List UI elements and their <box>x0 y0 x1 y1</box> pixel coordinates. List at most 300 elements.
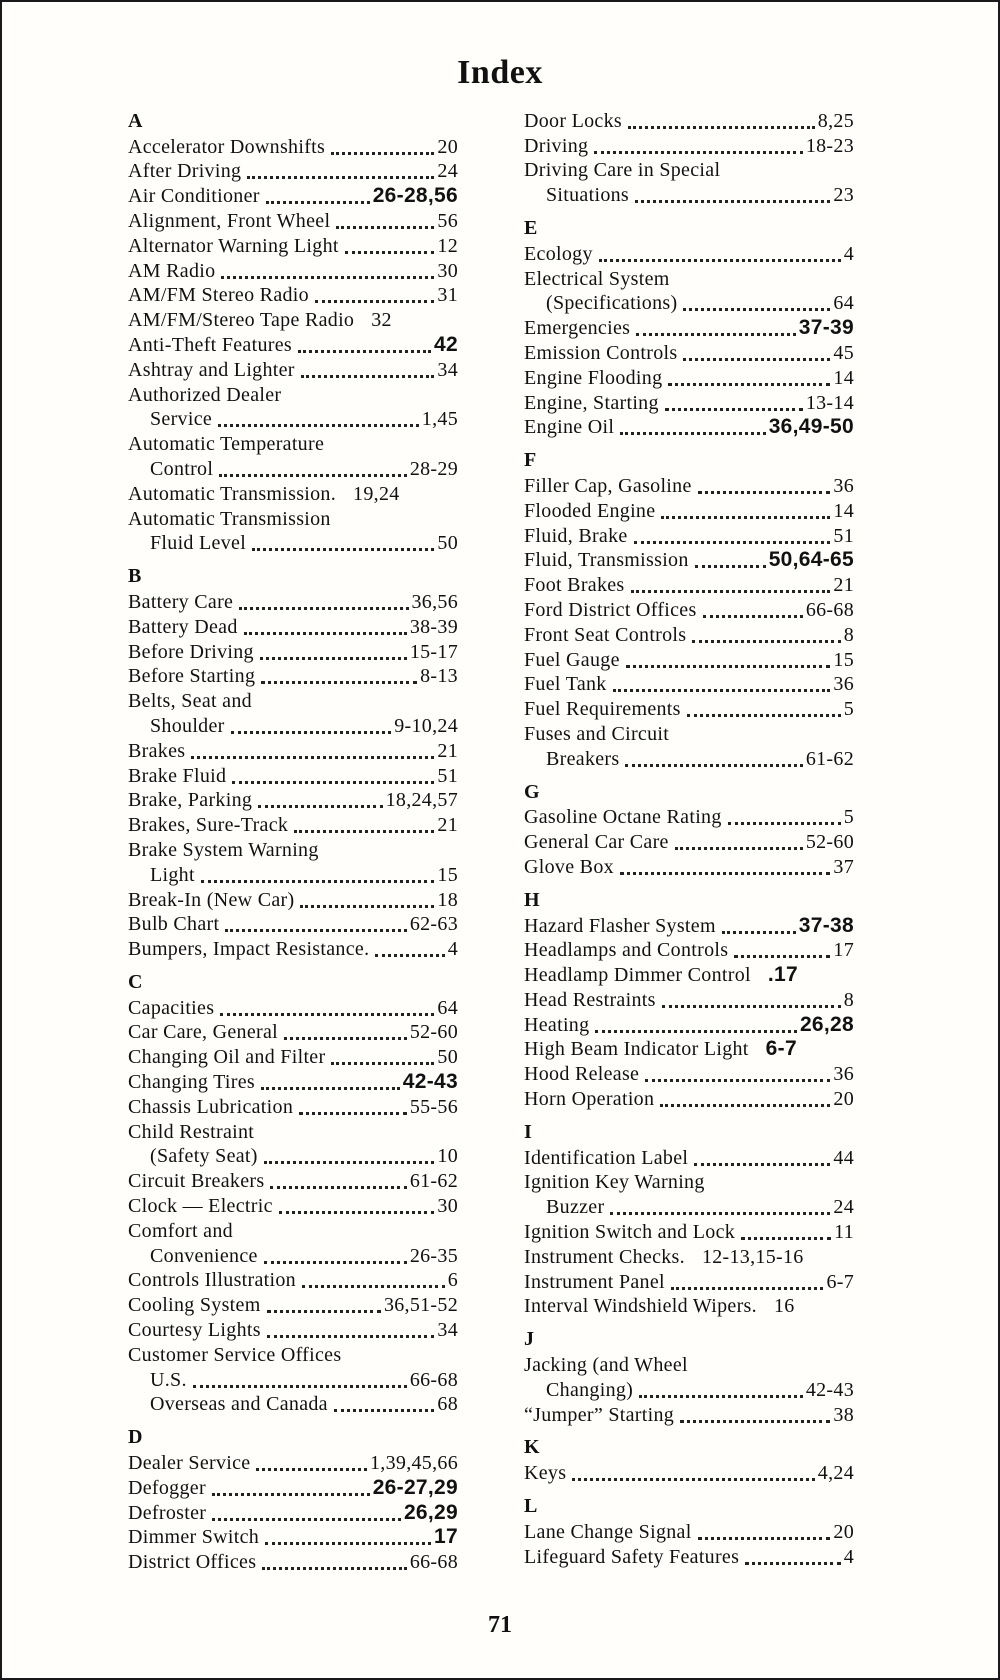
entry-term: Brakes, Sure-Track <box>128 814 289 837</box>
entry-term: Breakers <box>546 747 620 770</box>
entry-pages: 18,24,57 <box>385 789 458 812</box>
entry-pages: 21 <box>833 574 854 597</box>
index-entry <box>128 233 458 258</box>
section-letter: F <box>524 449 537 472</box>
entry-term: Hazard Flasher System <box>524 914 716 937</box>
section-letter: B <box>128 565 142 588</box>
entry-term: Instrument Panel <box>524 1270 665 1293</box>
entry-pages: 4 <box>447 938 458 961</box>
dot-leader <box>620 871 830 875</box>
dot-leader <box>634 540 831 544</box>
entry-term: Defroster <box>128 1501 207 1524</box>
entry-term: AM/FM/Stereo Tape Radio <box>128 309 355 332</box>
index-entry <box>524 390 854 415</box>
dot-leader <box>232 780 434 784</box>
index-entry <box>524 498 854 523</box>
entry-term: Changing Tires <box>128 1071 256 1094</box>
dot-leader <box>635 199 830 203</box>
entry-pages: 20 <box>833 1520 854 1543</box>
index-entry <box>524 315 854 340</box>
entry-pages: 8 <box>843 988 854 1011</box>
dot-leader <box>645 1078 830 1082</box>
entry-term: Filler Cap, Gasoline <box>524 474 692 497</box>
entry-term: Bumpers, Impact Resistance. <box>128 938 370 961</box>
dot-leader <box>610 1211 830 1215</box>
entry-pages: 20 <box>833 1088 854 1111</box>
entry-pages: 15-17 <box>409 640 458 663</box>
entry-term: Accelerator Downshifts <box>128 135 326 158</box>
entry-pages: 9-10,24 <box>394 714 458 737</box>
entry-term: Automatic Transmission. <box>128 482 337 505</box>
dot-leader <box>298 349 431 353</box>
dot-leader <box>262 1566 407 1570</box>
index-entry <box>524 548 854 573</box>
dot-leader <box>745 1561 840 1565</box>
dot-leader <box>626 664 831 668</box>
entry-term: Flooded Engine <box>524 499 656 522</box>
entry-pages: 36 <box>833 1063 854 1086</box>
entry-term: Before Driving <box>128 640 254 663</box>
entry-term: Cooling System <box>128 1294 261 1317</box>
entry-term: Authorized Dealer <box>128 383 282 406</box>
dot-leader <box>267 1309 381 1313</box>
entry-pages: 37-39 <box>798 316 854 340</box>
entry-pages: 30 <box>437 259 458 282</box>
entry-term: Air Conditioner <box>128 185 260 208</box>
index-entry <box>128 1317 458 1342</box>
entry-pages: 42-43 <box>805 1378 854 1401</box>
entry-term: Engine Flooding <box>524 366 663 389</box>
entry-term: Instrument Checks. <box>524 1245 685 1268</box>
index-entry <box>128 887 458 912</box>
index-entry-heading <box>128 1218 458 1243</box>
index-entry <box>524 415 854 440</box>
entry-term: Automatic Transmission <box>128 507 331 530</box>
entry-pages: 15 <box>833 648 854 671</box>
entry-pages: 26,29 <box>403 1500 458 1524</box>
dot-leader <box>342 501 350 502</box>
entry-pages: 36,51-52 <box>383 1294 458 1317</box>
entry-pages: 28-29 <box>409 457 458 480</box>
section-letter: E <box>524 216 538 239</box>
entry-pages: 19,24 <box>353 482 400 505</box>
dot-leader <box>668 382 830 386</box>
entry-term: Chassis Lubrication <box>128 1095 294 1118</box>
dot-leader <box>256 1467 367 1471</box>
entry-term: Light <box>150 863 195 886</box>
index-entry-heading <box>524 1352 854 1377</box>
entry-term: Belts, Seat and <box>128 690 252 713</box>
section-letter: L <box>524 1495 538 1518</box>
entry-pages: 18 <box>437 888 458 911</box>
entry-term: Dealer Service <box>128 1452 251 1475</box>
entry-term: Brake, Parking <box>128 789 253 812</box>
index-entry <box>128 1268 458 1293</box>
dot-leader <box>595 1029 797 1033</box>
index-entry <box>128 357 458 382</box>
entry-term: Comfort and <box>128 1219 233 1242</box>
dot-leader <box>599 258 841 262</box>
entry-pages: 30 <box>437 1195 458 1218</box>
dot-leader <box>265 1541 431 1545</box>
index-entry <box>524 987 854 1012</box>
index-entry <box>524 473 854 498</box>
dot-leader <box>722 930 796 934</box>
entry-pages: 23 <box>833 184 854 207</box>
entry-pages: 45 <box>833 341 854 364</box>
index-entry <box>524 1061 854 1086</box>
entry-pages: 21 <box>437 739 458 762</box>
entry-pages: 42-43 <box>402 1070 458 1094</box>
index-entry <box>128 788 458 813</box>
dot-leader <box>201 879 435 883</box>
dot-leader <box>660 1103 830 1107</box>
entry-pages: 64 <box>437 996 458 1019</box>
entry-term: (Specifications) <box>546 292 678 315</box>
dot-leader <box>680 1419 830 1423</box>
page-number: 71 <box>488 1612 512 1638</box>
entry-term: Alternator Warning Light <box>128 234 339 257</box>
index-entry <box>128 1020 458 1045</box>
entry-pages: 42 <box>434 332 458 356</box>
index-entry <box>128 307 458 332</box>
entry-pages: 66-68 <box>409 1551 458 1574</box>
entry-term: Anti-Theft Features <box>128 333 292 356</box>
entry-term: Electrical System <box>524 267 670 290</box>
entry-term: Interval Windshield Wipers. <box>524 1295 757 1318</box>
entry-term: Fuses and Circuit <box>524 722 670 745</box>
index-entry <box>128 1367 458 1392</box>
index-entry <box>128 1044 458 1069</box>
dot-leader <box>694 1162 830 1166</box>
dot-leader <box>315 299 434 303</box>
entry-term: Capacities <box>128 996 215 1019</box>
index-entry <box>524 938 854 963</box>
entry-term: Fuel Requirements <box>524 698 681 721</box>
dot-leader <box>572 1477 814 1481</box>
entry-pages: 21 <box>437 814 458 837</box>
entry-term: Clock — Electric <box>128 1195 273 1218</box>
page-title: Index <box>457 54 543 91</box>
entry-pages: 14 <box>833 366 854 389</box>
entry-pages: 38-39 <box>409 615 458 638</box>
dot-leader <box>594 150 803 154</box>
entry-term: Head Restraints <box>524 988 656 1011</box>
entry-term: (Safety Seat) <box>150 1145 258 1168</box>
dot-leader <box>221 275 434 279</box>
entry-term: Gasoline Octane Rating <box>524 806 722 829</box>
entry-term: Alignment, Front Wheel <box>128 209 331 232</box>
entry-pages: 38 <box>833 1403 854 1426</box>
index-entry <box>128 639 458 664</box>
entry-pages: 37-38 <box>798 913 854 937</box>
entry-term: Engine Oil <box>524 416 615 439</box>
entry-term: Lane Change Signal <box>524 1520 692 1543</box>
entry-term: U.S. <box>150 1368 187 1391</box>
entry-pages: 6 <box>447 1269 458 1292</box>
dot-leader <box>620 431 765 435</box>
index-entry <box>524 805 854 830</box>
index-entry <box>524 523 854 548</box>
entry-term: Driving Care in Special <box>524 159 721 182</box>
index-entry-heading <box>128 1119 458 1144</box>
entry-term: Car Care, General <box>128 1021 279 1044</box>
dot-leader <box>334 1408 435 1412</box>
entry-pages: 16 <box>773 1295 795 1318</box>
entry-pages: 6-7 <box>826 1270 854 1293</box>
dot-leader <box>763 1313 771 1314</box>
dot-leader <box>661 515 830 519</box>
dot-leader <box>375 953 444 957</box>
entry-term: Changing Oil and Filter <box>128 1046 326 1069</box>
entry-pages: 26-27,29 <box>372 1475 458 1499</box>
index-entry <box>128 258 458 283</box>
dot-leader <box>212 1492 370 1496</box>
entry-pages: 26-35 <box>409 1244 458 1267</box>
entry-pages: 4 <box>843 1545 854 1568</box>
index-entry <box>128 481 458 506</box>
dot-leader <box>665 407 803 411</box>
entry-pages: 15 <box>437 863 458 886</box>
dot-leader <box>244 631 407 635</box>
dot-leader <box>225 928 406 932</box>
index-entry <box>128 1243 458 1268</box>
entry-pages: 12 <box>437 234 458 257</box>
entry-pages: 66-68 <box>805 598 854 621</box>
entry-term: Fluid Level <box>150 532 247 555</box>
dot-leader <box>267 1334 435 1338</box>
dot-leader <box>636 332 796 336</box>
entry-term: Jacking (and Wheel <box>524 1354 688 1377</box>
index-entry-heading <box>128 431 458 456</box>
entry-pages: 24 <box>437 160 458 183</box>
index-entry <box>524 746 854 771</box>
entry-term: Headlamp Dimmer Control <box>524 964 751 987</box>
entry-pages: 17 <box>833 939 854 962</box>
dot-leader <box>734 954 830 958</box>
index-entry <box>524 1244 854 1269</box>
index-entry <box>524 1294 854 1319</box>
dot-leader <box>662 1004 841 1008</box>
entry-pages: 8,25 <box>817 109 854 132</box>
dot-leader <box>695 564 766 568</box>
index-column-right <box>524 108 854 1569</box>
entry-pages: 5 <box>843 806 854 829</box>
entry-pages: 26-28,56 <box>372 184 458 208</box>
entry-term: Battery Care <box>128 590 234 613</box>
dot-leader <box>279 1210 435 1214</box>
index-entry <box>524 962 854 987</box>
index-entry <box>524 182 854 207</box>
entry-term: AM/FM Stereo Radio <box>128 284 309 307</box>
entry-pages: 56 <box>437 209 458 232</box>
entry-pages: .17 <box>767 963 798 987</box>
entry-term: Automatic Temperature <box>128 433 325 456</box>
index-entry-heading <box>524 1170 854 1195</box>
entry-pages: 51 <box>833 524 854 547</box>
index-entry <box>524 696 854 721</box>
index-entry <box>524 108 854 133</box>
dot-leader <box>755 1056 763 1057</box>
index-entry <box>128 614 458 639</box>
index-entry <box>128 862 458 887</box>
dot-leader <box>628 125 815 129</box>
index-entry <box>524 241 854 266</box>
dot-leader <box>360 327 368 328</box>
entry-pages: 37 <box>833 855 854 878</box>
dot-leader <box>266 200 370 204</box>
index-entry <box>128 936 458 961</box>
dot-leader <box>302 1284 445 1288</box>
index-entry <box>524 913 854 938</box>
index-entry-heading <box>128 382 458 407</box>
section-letter: G <box>524 780 540 803</box>
entry-term: “Jumper” Starting <box>524 1403 675 1426</box>
entry-pages: 61-62 <box>409 1170 458 1193</box>
dot-leader <box>692 639 840 643</box>
entry-pages: 34 <box>437 358 458 381</box>
entry-pages: 14 <box>833 499 854 522</box>
index-entry <box>128 1168 458 1193</box>
entry-term: Courtesy Lights <box>128 1319 261 1342</box>
dot-leader <box>264 1160 435 1164</box>
index-entry <box>128 332 458 357</box>
entry-term: Fluid, Brake <box>524 524 628 547</box>
section-letter: H <box>524 888 540 911</box>
index-entry <box>128 738 458 763</box>
entry-pages: 8 <box>843 623 854 646</box>
entry-pages: 4 <box>843 242 854 265</box>
entry-term: Foot Brakes <box>524 574 625 597</box>
index-entry-heading <box>128 688 458 713</box>
entry-pages: 36,49-50 <box>768 415 854 439</box>
entry-term: Headlamps and Controls <box>524 939 729 962</box>
entry-pages: 1,39,45,66 <box>370 1452 458 1475</box>
dot-leader <box>299 1111 407 1115</box>
entry-pages: 17 <box>434 1525 458 1549</box>
section-letter: I <box>524 1120 532 1143</box>
dot-leader <box>683 357 830 361</box>
entry-term: Engine, Starting <box>524 391 659 414</box>
dot-leader <box>264 1260 407 1264</box>
index-entry <box>128 456 458 481</box>
dot-leader <box>258 804 382 808</box>
index-entry <box>524 1086 854 1111</box>
entry-pages: 12-13,15-16 <box>701 1245 804 1268</box>
entry-term: Ignition Key Warning <box>524 1171 705 1194</box>
index-entry <box>524 1219 854 1244</box>
section-letter: J <box>524 1328 534 1351</box>
index-entry <box>524 291 854 316</box>
entry-term: Ashtray and Lighter <box>128 358 295 381</box>
entry-term: Dimmer Switch <box>128 1526 260 1549</box>
section-letter: K <box>524 1436 540 1459</box>
index-entry <box>524 1519 854 1544</box>
entry-term: Fuel Gauge <box>524 648 620 671</box>
entry-pages: 1,45 <box>421 408 458 431</box>
index-entry <box>524 1460 854 1485</box>
index-entry <box>128 713 458 738</box>
index-entry <box>128 407 458 432</box>
entry-term: Controls Illustration <box>128 1269 296 1292</box>
dot-leader <box>247 175 434 179</box>
entry-term: Keys <box>524 1462 567 1485</box>
index-entry <box>524 829 854 854</box>
entry-term: Driving <box>524 134 589 157</box>
entry-pages: 32 <box>371 309 392 332</box>
dot-leader <box>193 1384 407 1388</box>
entry-term: Break-In (New Car) <box>128 888 295 911</box>
index-entry <box>524 597 854 622</box>
index-entry <box>128 1549 458 1574</box>
index-entry <box>128 1525 458 1550</box>
index-entry <box>128 1500 458 1525</box>
entry-pages: 5 <box>843 698 854 721</box>
entry-term: Front Seat Controls <box>524 623 687 646</box>
dot-leader <box>671 1286 824 1290</box>
entry-pages: 64 <box>833 292 854 315</box>
dot-leader <box>625 763 802 767</box>
entry-term: Brake Fluid <box>128 764 227 787</box>
entry-term: Bulb Chart <box>128 913 220 936</box>
entry-pages: 36 <box>833 673 854 696</box>
index-entry <box>128 283 458 308</box>
entry-pages: 50 <box>437 532 458 555</box>
index-entry <box>128 531 458 556</box>
index-entry <box>128 134 458 159</box>
entry-pages: 34 <box>437 1319 458 1342</box>
dot-leader <box>687 713 841 717</box>
index-entry <box>524 340 854 365</box>
entry-pages: 26,28 <box>799 1012 854 1036</box>
index-entry <box>128 183 458 208</box>
index-entry <box>524 1269 854 1294</box>
index-entry <box>524 1012 854 1037</box>
dot-leader <box>191 755 434 759</box>
entry-term: Customer Service Offices <box>128 1343 342 1366</box>
index-entry <box>128 812 458 837</box>
dot-leader <box>300 904 434 908</box>
index-entry <box>128 664 458 689</box>
entry-pages: 50,64-65 <box>768 548 854 572</box>
index-entry <box>524 1402 854 1427</box>
dot-leader <box>301 374 435 378</box>
entry-pages: 8-13 <box>420 665 458 688</box>
dot-leader <box>294 829 434 833</box>
index-entry <box>128 1193 458 1218</box>
dot-leader <box>220 1012 434 1016</box>
index-entry <box>524 854 854 879</box>
entry-pages: 10 <box>437 1145 458 1168</box>
entry-term: Circuit Breakers <box>128 1170 265 1193</box>
index-entry <box>128 1094 458 1119</box>
index-entry-heading <box>524 721 854 746</box>
index-entry <box>128 995 458 1020</box>
index-entry <box>128 208 458 233</box>
dot-leader <box>284 1036 407 1040</box>
dot-leader <box>683 307 830 311</box>
entry-term: Control <box>150 457 214 480</box>
entry-term: Hood Release <box>524 1063 640 1086</box>
dot-leader <box>675 846 803 850</box>
index-entry-heading <box>524 158 854 183</box>
entry-term: Brakes <box>128 739 186 762</box>
entry-pages: 20 <box>437 135 458 158</box>
dot-leader <box>613 688 831 692</box>
entry-pages: 11 <box>834 1221 854 1244</box>
entry-pages: 4,24 <box>817 1462 854 1485</box>
index-entry <box>128 1292 458 1317</box>
